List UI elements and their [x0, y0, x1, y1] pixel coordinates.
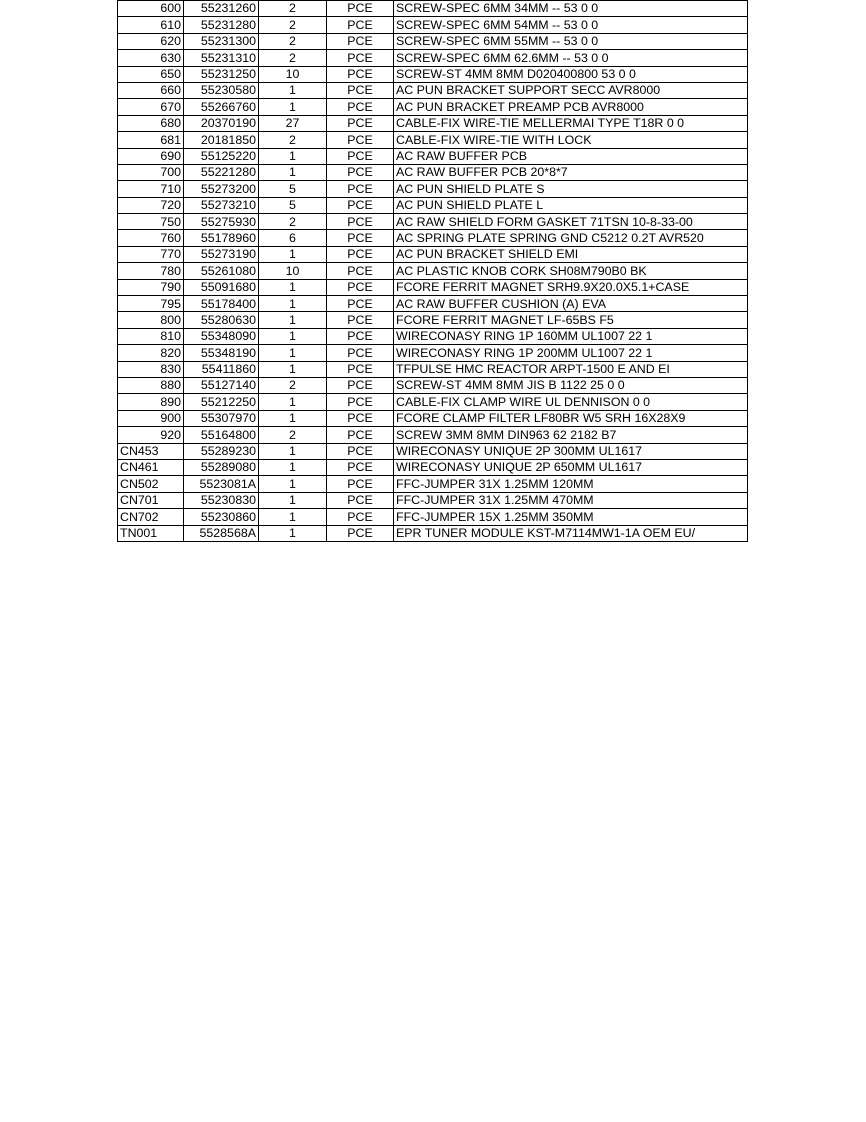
part-number-cell: 55091680: [184, 279, 259, 295]
table-row: [118, 66, 748, 82]
part-number-cell: 5523081A: [184, 476, 259, 492]
description-cell: TFPULSE HMC REACTOR ARPT-1500 E AND EI: [394, 361, 748, 377]
description-cell: FCORE CLAMP FILTER LF80BR W5 SRH 16X28X9: [394, 410, 748, 426]
reference-cell: 660: [118, 82, 184, 98]
table-row: [118, 459, 748, 475]
reference-cell: 630: [118, 50, 184, 66]
reference-cell: 810: [118, 328, 184, 344]
reference-cell: CN702: [118, 509, 184, 525]
table-row: [118, 1, 748, 17]
table-row: [118, 328, 748, 344]
table-row: [118, 279, 748, 295]
table-row: [118, 509, 748, 525]
part-number-cell: 55230830: [184, 492, 259, 508]
part-number-cell: 55221280: [184, 164, 259, 180]
table-row: [118, 263, 748, 279]
unit-cell: PCE: [327, 181, 394, 197]
description-cell: SCREW 3MM 8MM DIN963 62 2182 B7: [394, 427, 748, 443]
quantity-cell: 1: [259, 246, 327, 262]
reference-cell: 880: [118, 377, 184, 393]
description-cell: AC PUN BRACKET PREAMP PCB AVR8000: [394, 99, 748, 115]
part-number-cell: 55178400: [184, 296, 259, 312]
unit-cell: PCE: [327, 492, 394, 508]
part-number-cell: 55275930: [184, 214, 259, 230]
description-cell: FFC-JUMPER 31X 1.25MM 120MM: [394, 476, 748, 492]
unit-cell: PCE: [327, 509, 394, 525]
table-row: [118, 197, 748, 213]
description-cell: FCORE FERRIT MAGNET SRH9.9X20.0X5.1+CASE: [394, 279, 748, 295]
reference-cell: 890: [118, 394, 184, 410]
quantity-cell: 1: [259, 312, 327, 328]
table-row: [118, 214, 748, 230]
reference-cell: TN001: [118, 525, 184, 541]
unit-cell: PCE: [327, 443, 394, 459]
reference-cell: 800: [118, 312, 184, 328]
description-cell: SCREW-ST 4MM 8MM D020400800 53 0 0: [394, 66, 748, 82]
unit-cell: PCE: [327, 246, 394, 262]
part-number-cell: 55289230: [184, 443, 259, 459]
description-cell: AC RAW BUFFER CUSHION (A) EVA: [394, 296, 748, 312]
quantity-cell: 2: [259, 1, 327, 17]
table-row: [118, 410, 748, 426]
quantity-cell: 1: [259, 279, 327, 295]
table-row: [118, 230, 748, 246]
unit-cell: PCE: [327, 33, 394, 49]
table-row: [118, 99, 748, 115]
part-number-cell: 55273190: [184, 246, 259, 262]
unit-cell: PCE: [327, 1, 394, 17]
part-number-cell: 55212250: [184, 394, 259, 410]
reference-cell: 920: [118, 427, 184, 443]
description-cell: AC RAW BUFFER PCB 20*8*7: [394, 164, 748, 180]
reference-cell: 670: [118, 99, 184, 115]
reference-cell: 760: [118, 230, 184, 246]
parts-list-table: [117, 0, 748, 542]
description-cell: SCREW-SPEC 6MM 34MM -- 53 0 0: [394, 1, 748, 17]
part-number-cell: 55230860: [184, 509, 259, 525]
parts-list-body: [118, 1, 748, 542]
unit-cell: PCE: [327, 230, 394, 246]
description-cell: CABLE-FIX CLAMP WIRE UL DENNISON 0 0: [394, 394, 748, 410]
quantity-cell: 10: [259, 263, 327, 279]
unit-cell: PCE: [327, 377, 394, 393]
unit-cell: PCE: [327, 459, 394, 475]
table-row: [118, 443, 748, 459]
reference-cell: CN701: [118, 492, 184, 508]
table-row: [118, 246, 748, 262]
quantity-cell: 2: [259, 50, 327, 66]
description-cell: AC PUN BRACKET SHIELD EMI: [394, 246, 748, 262]
quantity-cell: 1: [259, 345, 327, 361]
quantity-cell: 1: [259, 525, 327, 541]
description-cell: WIRECONASY UNIQUE 2P 300MM UL1617: [394, 443, 748, 459]
table-row: [118, 33, 748, 49]
table-row: [118, 525, 748, 541]
table-row: [118, 492, 748, 508]
table-row: [118, 361, 748, 377]
table-row: [118, 377, 748, 393]
quantity-cell: 1: [259, 296, 327, 312]
description-cell: AC PLASTIC KNOB CORK SH08M790B0 BK: [394, 263, 748, 279]
table-row: [118, 427, 748, 443]
quantity-cell: 5: [259, 197, 327, 213]
quantity-cell: 2: [259, 377, 327, 393]
part-number-cell: 5528568A: [184, 525, 259, 541]
description-cell: FFC-JUMPER 15X 1.25MM 350MM: [394, 509, 748, 525]
reference-cell: 790: [118, 279, 184, 295]
reference-cell: 900: [118, 410, 184, 426]
unit-cell: PCE: [327, 17, 394, 33]
quantity-cell: 1: [259, 492, 327, 508]
reference-cell: 650: [118, 66, 184, 82]
part-number-cell: 55231300: [184, 33, 259, 49]
quantity-cell: 1: [259, 476, 327, 492]
part-number-cell: 55164800: [184, 427, 259, 443]
part-number-cell: 55127140: [184, 377, 259, 393]
part-number-cell: 55348090: [184, 328, 259, 344]
description-cell: EPR TUNER MODULE KST-M7114MW1-1A OEM EU/: [394, 525, 748, 541]
part-number-cell: 20370190: [184, 115, 259, 131]
part-number-cell: 55261080: [184, 263, 259, 279]
table-row: [118, 296, 748, 312]
unit-cell: PCE: [327, 115, 394, 131]
part-number-cell: 55289080: [184, 459, 259, 475]
part-number-cell: 20181850: [184, 132, 259, 148]
part-number-cell: 55125220: [184, 148, 259, 164]
unit-cell: PCE: [327, 279, 394, 295]
description-cell: AC SPRING PLATE SPRING GND C5212 0.2T AVR520: [394, 230, 748, 246]
table-row: [118, 148, 748, 164]
quantity-cell: 2: [259, 214, 327, 230]
quantity-cell: 6: [259, 230, 327, 246]
reference-cell: CN502: [118, 476, 184, 492]
description-cell: SCREW-SPEC 6MM 54MM -- 53 0 0: [394, 17, 748, 33]
quantity-cell: 1: [259, 509, 327, 525]
reference-cell: 600: [118, 1, 184, 17]
reference-cell: 830: [118, 361, 184, 377]
unit-cell: PCE: [327, 148, 394, 164]
part-number-cell: 55348190: [184, 345, 259, 361]
reference-cell: 680: [118, 115, 184, 131]
description-cell: AC RAW SHIELD FORM GASKET 71TSN 10-8-33-00: [394, 214, 748, 230]
part-number-cell: 55273200: [184, 181, 259, 197]
description-cell: FFC-JUMPER 31X 1.25MM 470MM: [394, 492, 748, 508]
description-cell: WIRECONASY RING 1P 160MM UL1007 22 1: [394, 328, 748, 344]
unit-cell: PCE: [327, 476, 394, 492]
unit-cell: PCE: [327, 345, 394, 361]
reference-cell: CN453: [118, 443, 184, 459]
description-cell: SCREW-ST 4MM 8MM JIS B 1122 25 0 0: [394, 377, 748, 393]
reference-cell: 770: [118, 246, 184, 262]
quantity-cell: 1: [259, 459, 327, 475]
unit-cell: PCE: [327, 164, 394, 180]
reference-cell: 681: [118, 132, 184, 148]
reference-cell: 620: [118, 33, 184, 49]
unit-cell: PCE: [327, 99, 394, 115]
description-cell: WIRECONASY RING 1P 200MM UL1007 22 1: [394, 345, 748, 361]
table-row: [118, 115, 748, 131]
reference-cell: 820: [118, 345, 184, 361]
table-row: [118, 476, 748, 492]
quantity-cell: 1: [259, 443, 327, 459]
reference-cell: 720: [118, 197, 184, 213]
table-row: [118, 312, 748, 328]
table-row: [118, 345, 748, 361]
unit-cell: PCE: [327, 132, 394, 148]
unit-cell: PCE: [327, 66, 394, 82]
quantity-cell: 10: [259, 66, 327, 82]
part-number-cell: 55231280: [184, 17, 259, 33]
reference-cell: 780: [118, 263, 184, 279]
reference-cell: 690: [118, 148, 184, 164]
quantity-cell: 1: [259, 394, 327, 410]
part-number-cell: 55273210: [184, 197, 259, 213]
unit-cell: PCE: [327, 394, 394, 410]
quantity-cell: 2: [259, 17, 327, 33]
description-cell: SCREW-SPEC 6MM 62.6MM -- 53 0 0: [394, 50, 748, 66]
part-number-cell: 55280630: [184, 312, 259, 328]
unit-cell: PCE: [327, 427, 394, 443]
part-number-cell: 55307970: [184, 410, 259, 426]
reference-cell: 610: [118, 17, 184, 33]
unit-cell: PCE: [327, 525, 394, 541]
description-cell: CABLE-FIX WIRE-TIE MELLERMAI TYPE T18R 0 0: [394, 115, 748, 131]
part-number-cell: 55411860: [184, 361, 259, 377]
description-cell: AC PUN SHIELD PLATE L: [394, 197, 748, 213]
table-row: [118, 132, 748, 148]
quantity-cell: 1: [259, 164, 327, 180]
description-cell: WIRECONASY UNIQUE 2P 650MM UL1617: [394, 459, 748, 475]
quantity-cell: 1: [259, 328, 327, 344]
unit-cell: PCE: [327, 312, 394, 328]
part-number-cell: 55231260: [184, 1, 259, 17]
description-cell: AC PUN SHIELD PLATE S: [394, 181, 748, 197]
unit-cell: PCE: [327, 82, 394, 98]
table-row: [118, 181, 748, 197]
unit-cell: PCE: [327, 50, 394, 66]
unit-cell: PCE: [327, 410, 394, 426]
reference-cell: 795: [118, 296, 184, 312]
unit-cell: PCE: [327, 361, 394, 377]
description-cell: SCREW-SPEC 6MM 55MM -- 53 0 0: [394, 33, 748, 49]
description-cell: AC RAW BUFFER PCB: [394, 148, 748, 164]
quantity-cell: 1: [259, 99, 327, 115]
part-number-cell: 55178960: [184, 230, 259, 246]
table-row: [118, 394, 748, 410]
quantity-cell: 27: [259, 115, 327, 131]
unit-cell: PCE: [327, 197, 394, 213]
quantity-cell: 2: [259, 33, 327, 49]
unit-cell: PCE: [327, 214, 394, 230]
part-number-cell: 55230580: [184, 82, 259, 98]
reference-cell: 750: [118, 214, 184, 230]
description-cell: FCORE FERRIT MAGNET LF-65BS F5: [394, 312, 748, 328]
table-row: [118, 50, 748, 66]
quantity-cell: 1: [259, 361, 327, 377]
quantity-cell: 1: [259, 148, 327, 164]
reference-cell: 700: [118, 164, 184, 180]
quantity-cell: 1: [259, 410, 327, 426]
table-row: [118, 82, 748, 98]
reference-cell: 710: [118, 181, 184, 197]
quantity-cell: 2: [259, 427, 327, 443]
unit-cell: PCE: [327, 263, 394, 279]
description-cell: AC PUN BRACKET SUPPORT SECC AVR8000: [394, 82, 748, 98]
table-row: [118, 164, 748, 180]
description-cell: CABLE-FIX WIRE-TIE WITH LOCK: [394, 132, 748, 148]
table-row: [118, 17, 748, 33]
quantity-cell: 5: [259, 181, 327, 197]
part-number-cell: 55231310: [184, 50, 259, 66]
part-number-cell: 55231250: [184, 66, 259, 82]
unit-cell: PCE: [327, 296, 394, 312]
quantity-cell: 1: [259, 82, 327, 98]
unit-cell: PCE: [327, 328, 394, 344]
quantity-cell: 2: [259, 132, 327, 148]
part-number-cell: 55266760: [184, 99, 259, 115]
reference-cell: CN461: [118, 459, 184, 475]
